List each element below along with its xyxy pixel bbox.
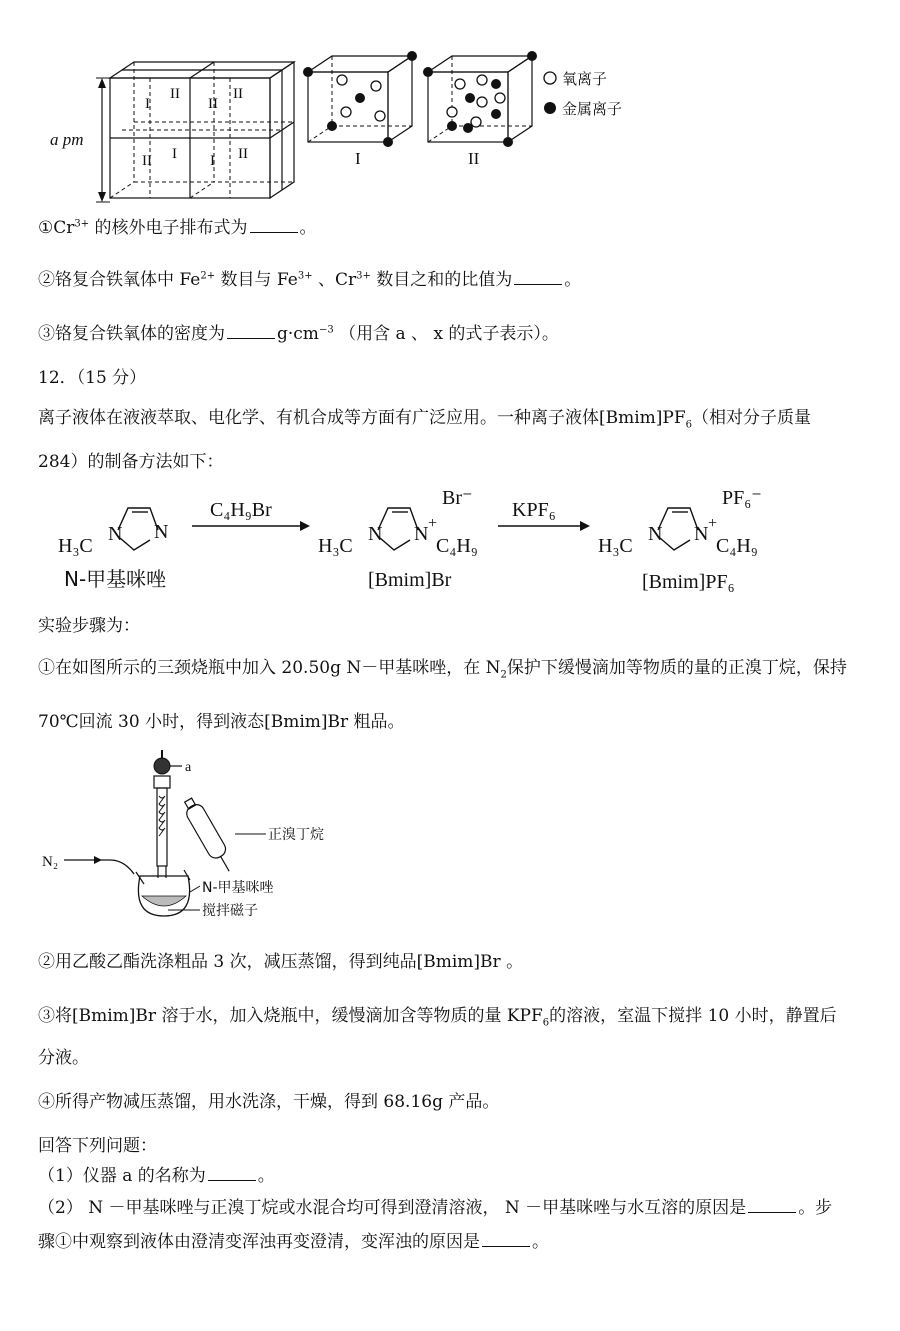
question-12-intro-line2: 284）的制备方法如下： — [38, 452, 224, 472]
question-2-line2: 骤①中观察到液体由澄清变浑浊再变澄清，变浑浊的原因是 。 — [38, 1232, 549, 1252]
cube-label-top-4: II — [233, 86, 243, 102]
question-12-header: 12．（15 分） — [38, 368, 147, 388]
step-1-line2: 70℃回流 30 小时，得到液态[Bmim]Br 粗品。 — [38, 712, 405, 732]
answer-blank[interactable] — [748, 1196, 796, 1213]
label-stir: 搅拌磁子 — [202, 903, 258, 919]
question-cr-electron-config: $①Cr^{3+}$ 的核外电子排布式为 。 — [38, 218, 317, 238]
step-4: ④所得产物减压蒸馏，用水洗涤，干燥，得到 68.16g 产品。 — [38, 1092, 500, 1112]
compound-name-2: [Bmim]Br — [368, 569, 452, 591]
label-n2: N₂ — [42, 854, 59, 870]
step-2: ②用乙酸乙酯洗涤粗品 3 次，减压蒸馏，得到纯品[Bmim]Br 。 — [38, 952, 524, 972]
anion-2: Br⁻ — [442, 488, 473, 509]
question-2-line1: （2） N －甲基咪唑与正溴丁烷或水混合均可得到澄清溶液， N －甲基咪唑与水互溶的原因是 。步 — [38, 1198, 833, 1218]
compound-name-1: N-甲基咪唑 — [64, 567, 167, 591]
answer-section-title: 回答下列问题： — [38, 1136, 157, 1156]
answer-blank[interactable] — [482, 1230, 530, 1247]
reagent-1: C₄H₉Br — [210, 499, 272, 521]
reagent-2: KPF₆ — [512, 499, 556, 521]
cube-label-bottom-4: II — [238, 146, 248, 162]
label-bromide: 正溴丁烷 — [268, 827, 324, 843]
cube-label-top-3: II — [208, 96, 218, 112]
n-label-1b: N — [154, 521, 169, 543]
legend-oxygen-label: 氧离子 — [562, 70, 608, 88]
answer-blank[interactable] — [514, 268, 562, 285]
legend-metal-marker — [544, 102, 556, 114]
anion-3: PF₆⁻ — [722, 488, 762, 509]
answer-blank[interactable] — [208, 1164, 256, 1181]
step-1-line1: ①在如图所示的三颈烧瓶中加入 20.50g N－甲基咪唑，在 $N_2$保护下缓慢滴加等物质的量的正溴丁烷，保持 — [38, 658, 847, 681]
legend-oxygen-marker — [544, 72, 556, 84]
legend-metal-label: 金属离子 — [562, 100, 623, 118]
plus-2: + — [428, 515, 438, 532]
cube-label-bottom-1: II — [142, 153, 152, 169]
plus-3: + — [708, 515, 718, 532]
cube-label-bottom-2: I — [172, 146, 177, 162]
step-3-line2: 分液。 — [38, 1048, 89, 1068]
label-a: a — [185, 760, 192, 775]
cell-I-label: I — [355, 149, 361, 168]
butyl-2: C₄H₉ — [436, 535, 478, 557]
left-formula-1: H₃C — [58, 535, 93, 557]
cell-II-label: II — [468, 149, 480, 168]
question-1: （1）仪器 a 的名称为 。 — [38, 1166, 275, 1186]
n-label-3b: N — [694, 523, 709, 545]
n-label-2b: N — [414, 523, 429, 545]
apparatus-figure — [40, 746, 360, 926]
question-12-intro-line1: 离子液体在液液萃取、电化学、有机合成等方面有广泛应用。一种离子液体$[Bmim]PF_6$（相对分子质量 — [38, 408, 812, 431]
question-ion-ratio: ②铬复合铁氧体中 $Fe^{2+}$ 数目与 $Fe^{3+}$ 、$Cr^{3+}$ 数目之和的比值为 。 — [38, 270, 582, 290]
butyl-3: C₄H₉ — [716, 535, 758, 557]
axis-label: a pm — [50, 130, 84, 149]
cube-label-bottom-3: I — [210, 153, 215, 169]
steps-title: 实验步骤为： — [38, 616, 140, 636]
question-density: ③铬复合铁氧体的密度为 $g\cdot cm^{-3}$ （用含 a 、 x 的式子表示）。 — [38, 324, 559, 344]
left-formula-2: H₃C — [318, 535, 353, 557]
cell-I-metal-ions — [303, 51, 417, 147]
reaction-scheme — [50, 488, 870, 598]
cube-label-top-1: I — [145, 96, 150, 112]
n-label-2a: N — [368, 523, 383, 545]
n-label-3a: N — [648, 523, 663, 545]
left-formula-3: H₃C — [598, 535, 633, 557]
label-imidazole: N-甲基咪唑 — [202, 880, 274, 896]
cube-label-top-2: II — [170, 86, 180, 102]
n-label-1a: N — [108, 523, 123, 545]
answer-blank[interactable] — [227, 322, 275, 339]
answer-blank[interactable] — [250, 216, 298, 233]
compound-name-3: [Bmim]PF₆ — [642, 571, 735, 593]
step-3-line1: ③将[Bmim]Br 溶于水，加入烧瓶中，缓慢滴加含等物质的量 $KPF_6$的溶液，室温下搅拌 10 小时，静置后 — [38, 1006, 837, 1029]
